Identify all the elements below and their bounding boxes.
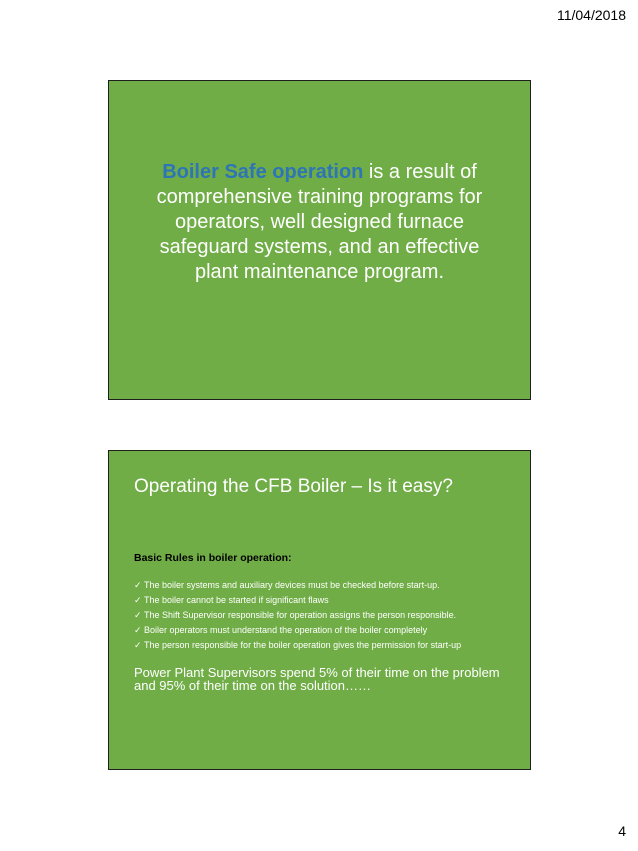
checkmark-icon: ✓ xyxy=(134,625,142,635)
rule-text: The boiler systems and auxiliary devices must be checked before start-up. xyxy=(144,580,440,590)
checkmark-icon: ✓ xyxy=(134,595,142,605)
rule-text: The boiler cannot be started if significant flaws xyxy=(144,595,329,605)
rule-item xyxy=(134,608,461,623)
handout-date: 11/04/2018 xyxy=(556,7,626,23)
rule-item xyxy=(134,593,461,608)
statement-emphasis: Boiler Safe operation xyxy=(162,160,364,183)
rule-text: The Shift Supervisor responsible for operation assigns the person responsible. xyxy=(144,610,457,620)
statement-text: is a result of comprehensive training programs for operators, well designed furnace safeguard systems, and an effective plant maintenance program. xyxy=(156,160,483,283)
rules-list xyxy=(134,578,461,653)
rule-text: Boiler operators must understand the operation of the boiler completely xyxy=(144,625,428,635)
rule-item xyxy=(134,578,461,593)
slide-title: Operating the CFB Boiler – Is it easy? xyxy=(134,476,453,497)
checkmark-icon: ✓ xyxy=(134,580,142,590)
page-number: 4 xyxy=(618,823,626,839)
rule-item xyxy=(134,638,461,653)
safety-statement xyxy=(139,160,500,285)
checkmark-icon: ✓ xyxy=(134,610,142,620)
rule-item xyxy=(134,623,461,638)
closing-statement: Power Plant Supervisors spend 5% of their time on the problem and 95% of their time on the solution…… xyxy=(134,665,500,693)
slide-operating-cfb-boiler xyxy=(108,450,531,770)
slide-boiler-safe-operation xyxy=(108,80,531,400)
checkmark-icon: ✓ xyxy=(134,640,142,650)
rules-heading: Basic Rules in boiler operation: xyxy=(134,552,292,564)
rule-text: The person responsible for the boiler operation gives the permission for start-up xyxy=(144,640,462,650)
